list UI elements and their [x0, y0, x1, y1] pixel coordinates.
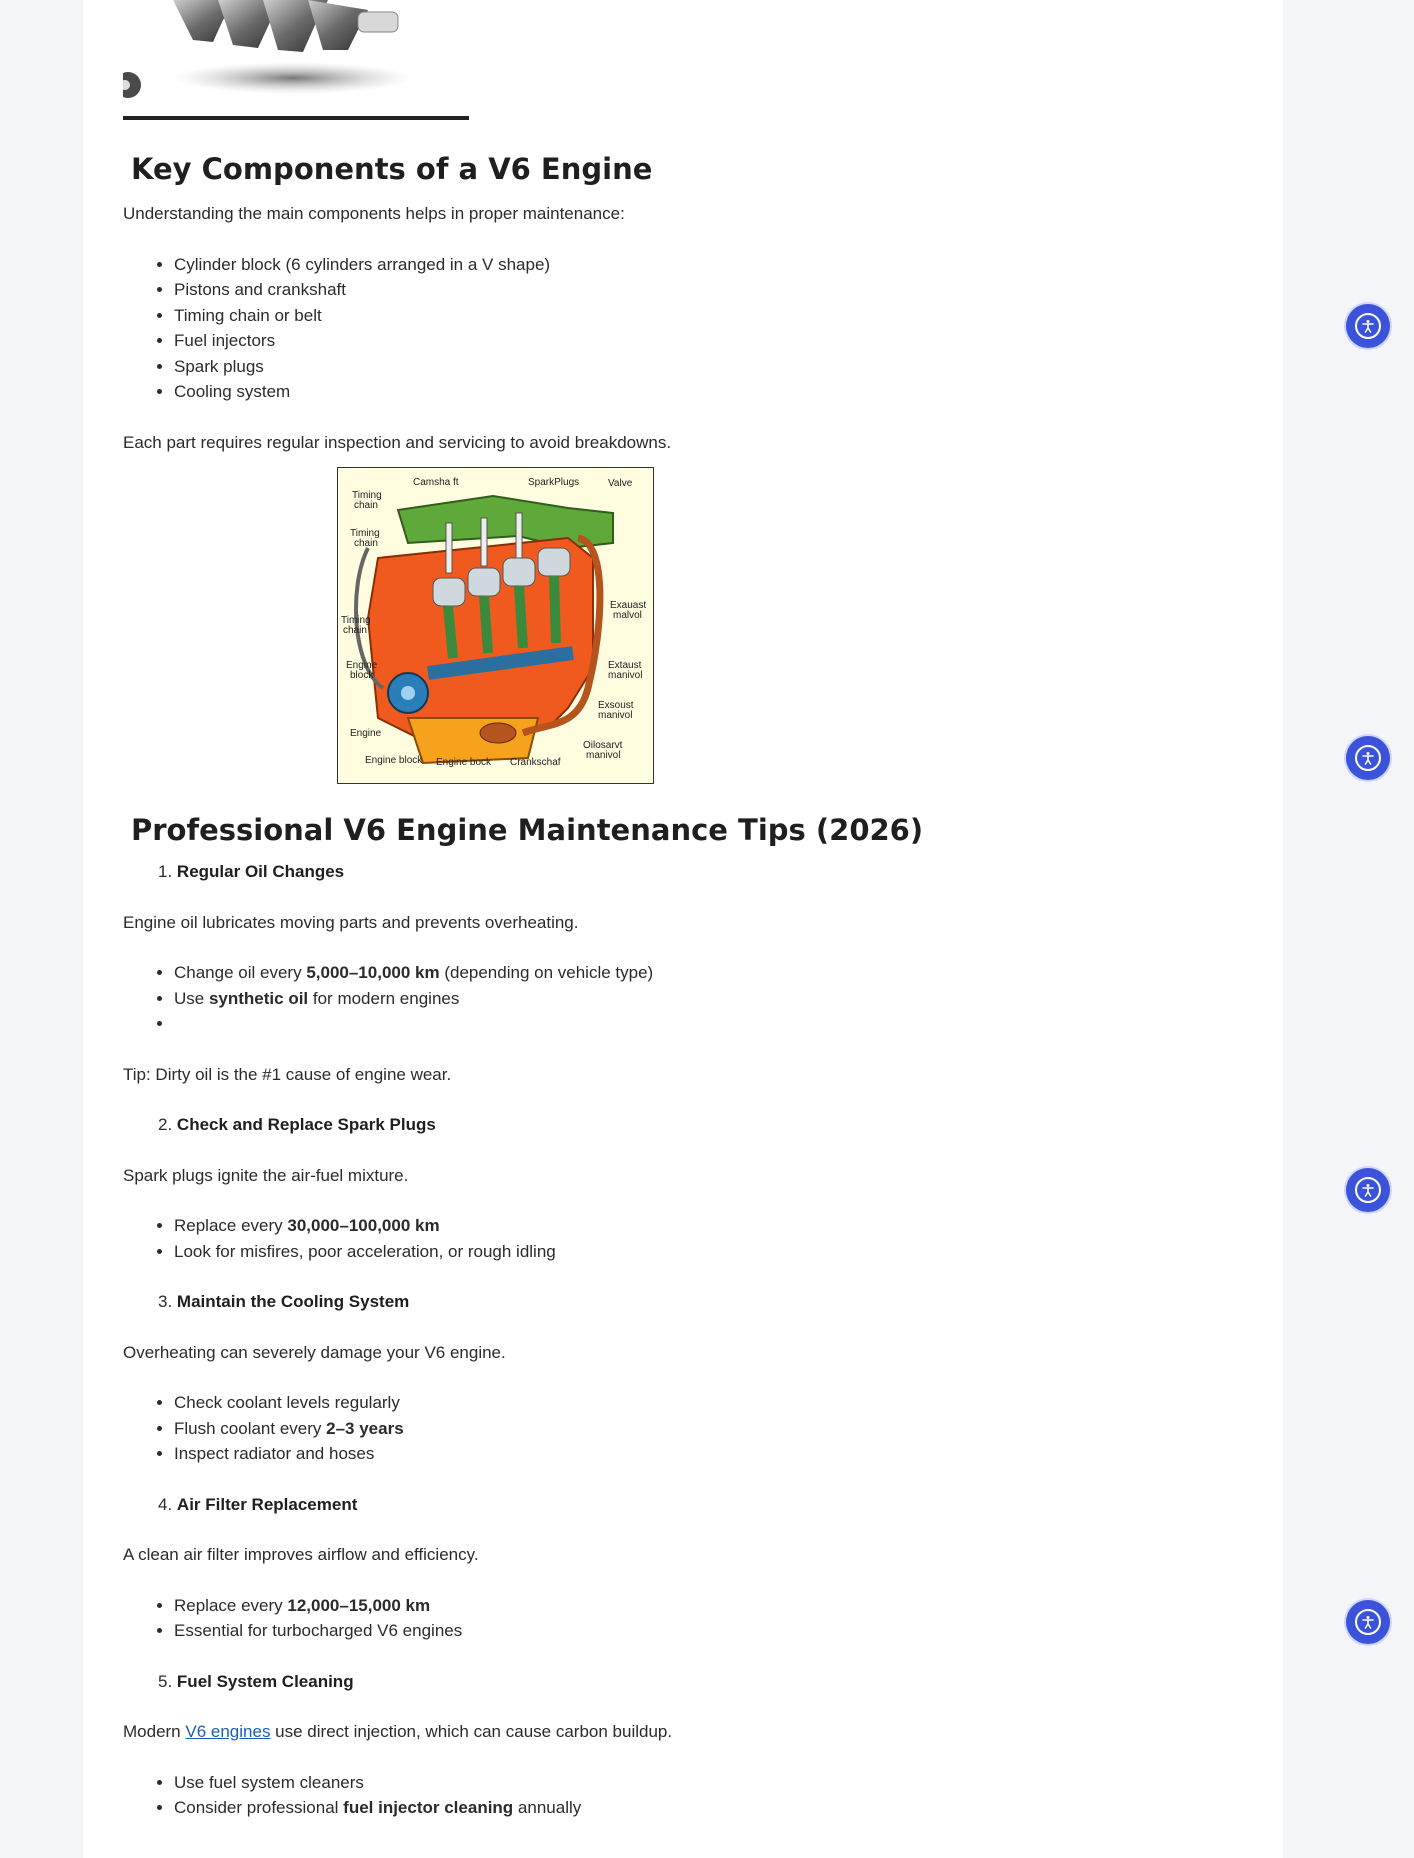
diagram-label: manivol	[586, 750, 621, 761]
diagram-label: malvol	[613, 610, 642, 621]
accessibility-icon	[1355, 745, 1381, 771]
diagram-label: Timing	[350, 528, 380, 539]
list-item: • Look for misfires, poor acceleration, or rough idling	[174, 1239, 1223, 1265]
diagram-label: Engine block	[365, 755, 423, 766]
diagram-label: Timing	[352, 490, 382, 501]
diagram-label: manivol	[608, 670, 643, 681]
diagram-label: Engine	[346, 660, 378, 671]
section-heading: Key Components of a V6 Engine	[131, 152, 653, 186]
diagram-label: Extaust	[608, 660, 642, 671]
list-item: • Consider professional fuel injector cleaning annually	[174, 1795, 1223, 1821]
diagram-label: manivol	[598, 710, 633, 721]
diagram-label: Exsoust	[598, 700, 634, 711]
tip-heading	[123, 1492, 1223, 1518]
diagram-label: chain	[354, 538, 378, 549]
diagram-label: SparkPlugs	[528, 477, 580, 488]
diagram-label: Engine	[350, 728, 382, 739]
paragraph: Overheating can severely damage your V6 engine.	[123, 1342, 506, 1362]
tip-heading	[123, 1669, 1223, 1695]
tip-list	[123, 1770, 1223, 1821]
list-item: • Cooling system	[174, 379, 1223, 405]
v6-engines-link[interactable]: V6 engines	[185, 1722, 271, 1741]
diagram-label: Timing	[341, 615, 371, 626]
section-heading: Professional V6 Engine Maintenance Tips (2026)	[131, 813, 924, 847]
accessibility-button[interactable]	[1346, 1168, 1390, 1212]
paragraph: A clean air filter improves airflow and efficiency.	[123, 1545, 479, 1564]
diagram-label: Engine bock	[436, 757, 492, 768]
tip-number: 2.	[158, 1115, 173, 1134]
list-item: • Cylinder block (6 cylinders arranged in a V shape)	[174, 252, 1223, 278]
hero-divider	[123, 116, 469, 120]
list-item: • Replace every 12,000–15,000 km	[174, 1593, 1223, 1619]
diagram-label: block	[350, 670, 374, 681]
engine-diagram-image	[337, 467, 654, 784]
tip-title: Check and Replace Spark Plugs	[176, 1115, 436, 1134]
tip-title: Fuel System Cleaning	[176, 1671, 354, 1691]
article-content	[123, 0, 1223, 1821]
list-item-empty	[174, 1011, 1223, 1037]
component-list	[123, 252, 1223, 405]
list-item: • Change oil every 5,000–10,000 km (depending on vehicle type)	[174, 960, 1223, 986]
tip-list	[123, 1390, 1223, 1467]
list-item: • Fuel injectors	[174, 328, 1223, 354]
accessibility-button[interactable]	[1346, 304, 1390, 348]
list-item: • Replace every 30,000–100,000 km	[174, 1213, 1223, 1239]
list-item: • Timing chain or belt	[174, 303, 1223, 329]
accessibility-icon	[1355, 1609, 1381, 1635]
tip-heading	[123, 1112, 1223, 1138]
accessibility-icon	[1355, 313, 1381, 339]
diagram-label: Valve	[608, 478, 633, 489]
tip-heading	[123, 1289, 1223, 1315]
tip-title: Air Filter Replacement	[176, 1494, 358, 1514]
tip-title: Regular Oil Changes	[176, 862, 345, 881]
tip-heading	[123, 859, 1223, 885]
paragraph: Tip: Dirty oil is the #1 cause of engine wear.	[123, 1064, 452, 1084]
diagram-label: Oilosarvt	[583, 740, 623, 751]
list-item: • Flush coolant every 2–3 years	[174, 1416, 1223, 1442]
tip-number: 5.	[158, 1671, 173, 1691]
list-item: • Use synthetic oil for modern engines	[174, 986, 1223, 1012]
accessibility-button[interactable]	[1346, 1600, 1390, 1644]
list-item: • Pistons and crankshaft	[174, 277, 1223, 303]
article-page	[83, 0, 1283, 1858]
list-item: • Spark plugs	[174, 354, 1223, 380]
tip-list	[123, 960, 1223, 1037]
accessibility-button[interactable]	[1346, 736, 1390, 780]
list-item: • Use fuel system cleaners	[174, 1770, 1223, 1796]
diagram-label: Camsha ft	[413, 477, 459, 488]
list-item: • Essential for turbocharged V6 engines	[174, 1618, 1223, 1644]
paragraph: Each part requires regular inspection and servicing to avoid breakdowns.	[123, 432, 672, 452]
list-item: • Inspect radiator and hoses	[174, 1441, 1223, 1467]
tip-list	[123, 1593, 1223, 1644]
paragraph: Spark plugs ignite the air-fuel mixture.	[123, 1165, 409, 1185]
accessibility-icon	[1355, 1177, 1381, 1203]
tip-title: Maintain the Cooling System	[176, 1292, 410, 1311]
paragraph: Engine oil lubricates moving parts and prevents overheating.	[123, 912, 579, 932]
diagram-label: chain	[343, 625, 367, 636]
paragraph: Modern V6 engines use direct injection, which can cause carbon buildup.	[123, 1722, 673, 1741]
list-item: • Check coolant levels regularly	[174, 1390, 1223, 1416]
crankshaft-image	[123, 0, 469, 120]
diagram-label: Exauast	[610, 600, 647, 611]
diagram-label: chain	[354, 500, 378, 511]
diagram-label: Crankschaf	[510, 757, 561, 768]
tip-number: 4.	[158, 1494, 173, 1514]
tip-list	[123, 1213, 1223, 1264]
tip-number: 3.	[158, 1292, 173, 1311]
paragraph: Understanding the main components helps in proper maintenance:	[123, 204, 625, 223]
tip-number: 1.	[158, 862, 173, 881]
